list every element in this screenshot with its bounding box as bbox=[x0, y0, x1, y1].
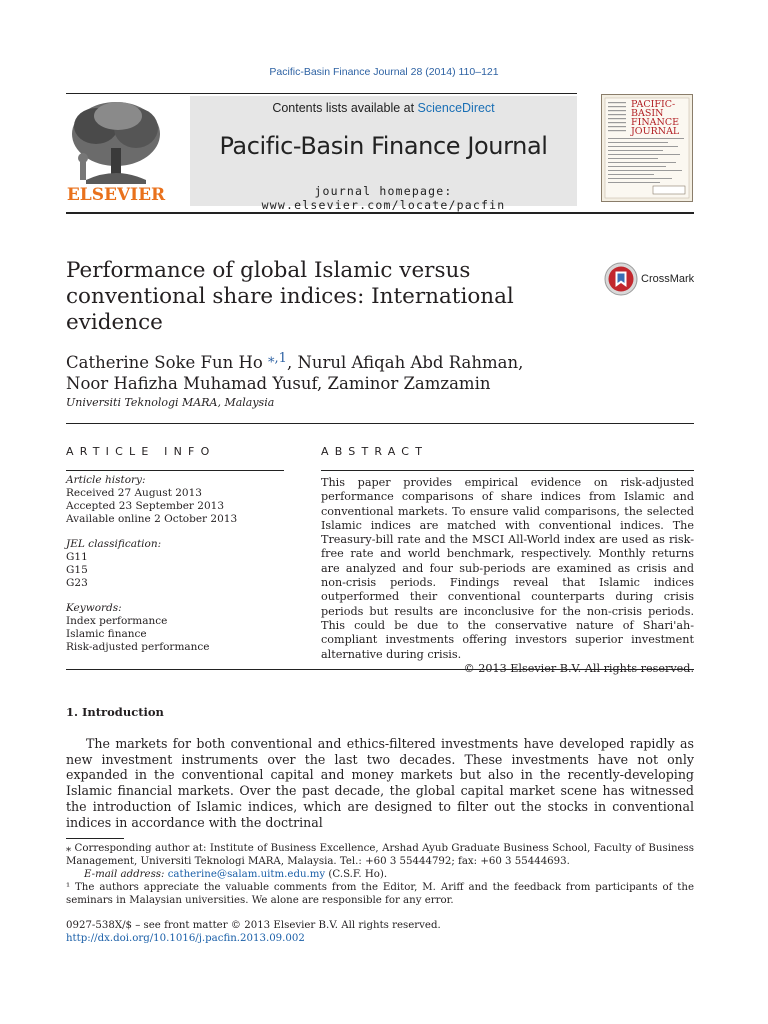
footnote-corresponding: ⁎ Corresponding author at: Institute of Business Excellence, Arshad Ayub Graduate Business School, Faculty of Business Management, Universiti Teknologi MARA, Malaysia. Tel.: +60 3 55444792; fax: +60 3 55444693. bbox=[66, 843, 694, 867]
email-suffix: (C.S.F. Ho). bbox=[325, 869, 388, 880]
contents-prefix: Contents lists available at bbox=[272, 101, 418, 115]
author-list bbox=[66, 348, 586, 394]
author-line-2: Noor Hafizha Muhamad Yusuf, Zaminor Zamzamin bbox=[66, 374, 491, 393]
abstract-body bbox=[321, 476, 694, 676]
article-info bbox=[66, 474, 286, 666]
jel-code: G23 bbox=[66, 577, 88, 589]
history-label: Article history: bbox=[66, 474, 146, 486]
introduction-heading: 1. Introduction bbox=[66, 705, 164, 719]
history-online: Available online 2 October 2013 bbox=[66, 513, 238, 525]
email-link[interactable]: catherine@salam.uitm.edu.my bbox=[167, 869, 326, 880]
issn-block bbox=[66, 919, 441, 945]
crossmark-badge[interactable] bbox=[604, 262, 704, 296]
divider-abstract-end bbox=[66, 669, 694, 670]
abstract-copyright: © 2013 Elsevier B.V. All rights reserved. bbox=[463, 661, 694, 675]
journal-homepage[interactable]: journal homepage: www.elsevier.com/locate/pacfin bbox=[261, 184, 506, 212]
email-label: E-mail address: bbox=[84, 869, 168, 880]
article-info-heading: ARTICLE INFO bbox=[66, 445, 216, 458]
author-line-1a: Catherine Soke Fun Ho bbox=[66, 353, 269, 372]
header-bottom-rule bbox=[66, 212, 694, 214]
sciencedirect-link[interactable]: ScienceDirect bbox=[417, 101, 495, 115]
history-received: Received 27 August 2013 bbox=[66, 487, 202, 499]
cover-title-line-1: PACIFIC- bbox=[631, 99, 676, 110]
article-history bbox=[66, 474, 286, 526]
keyword: Islamic finance bbox=[66, 628, 147, 640]
keywords-label: Keywords: bbox=[66, 602, 122, 614]
cover-title-line-4: JOURNAL bbox=[631, 126, 680, 137]
keyword: Risk-adjusted performance bbox=[66, 641, 210, 653]
keyword: Index performance bbox=[66, 615, 168, 627]
jel-label: JEL classification: bbox=[66, 538, 162, 550]
divider-article-info bbox=[66, 470, 284, 471]
introduction-text: The markets for both conventional and ethics-filtered investments have developed rapidly as new investment instruments over the last two decades. These investments have not only expanded in the conventional capital and money markets but also in the recently-developing Islamic financial markets. Over the past decade, the global capital market scene has witnessed the introduction of Islamic indices, which are designed to filter out the stocks in conventional indices in accordance with the doctrinal bbox=[66, 736, 694, 830]
elsevier-tree-icon bbox=[66, 96, 166, 204]
affiliation: Universiti Teknologi MARA, Malaysia bbox=[66, 396, 275, 409]
divider-affiliation bbox=[66, 423, 694, 424]
doi-link[interactable]: http://dx.doi.org/10.1016/j.pacfin.2013.09.002 bbox=[66, 933, 305, 944]
footnote-1: ¹ The authors appreciate the valuable comments from the Editor, M. Ariff and the feedback from participants of the seminars in Malaysian universities. We alone are responsible for any error. bbox=[66, 882, 694, 906]
divider-abstract bbox=[321, 470, 694, 471]
abstract-heading: ABSTRACT bbox=[321, 445, 429, 458]
footnote-rule bbox=[66, 838, 124, 839]
abstract-text: This paper provides empirical evidence on risk-adjusted performance comparisons of share indices from Islamic and conventional markets. To ensure valid comparisons, the selected Islamic indices are matched with conventional indices. The Treasury-bill rate and the MSCI All-World index are used as risk-free rate and world benchmark, respectively. Monthly returns are analyzed and four sub-periods are examined as crisis and non-crisis periods. Findings reveal that Islamic indices outperformed their conventional counterparts during crisis periods but results are inconclusive for the non-crisis periods. This could be due to the conservative nature of Shari'ah-compliant investments offering investors superior investment alternative during crisis. bbox=[321, 476, 694, 661]
history-accepted: Accepted 23 September 2013 bbox=[66, 500, 225, 512]
cover-title-line-2: BASIN bbox=[631, 108, 664, 119]
article-title: Performance of global Islamic versus conventional share indices: International evidence bbox=[66, 258, 514, 335]
crossmark-label: CrossMark bbox=[641, 273, 695, 285]
contents-availability bbox=[190, 101, 577, 115]
journal-citation[interactable]: Pacific-Basin Finance Journal 28 (2014) 110–121 bbox=[269, 66, 499, 78]
journal-title: Pacific-Basin Finance Journal bbox=[219, 132, 548, 160]
journal-cover-icon bbox=[601, 94, 693, 202]
footnote-email bbox=[66, 868, 694, 881]
footnotes bbox=[66, 842, 694, 907]
jel-code: G15 bbox=[66, 564, 88, 576]
corresponding-author-mark[interactable]: ⁎,1 bbox=[268, 351, 287, 366]
author-line-1b: , Nurul Afiqah Abd Rahman, bbox=[286, 353, 524, 372]
issn-line: 0927-538X/$ – see front matter © 2013 Elsevier B.V. All rights reserved. bbox=[66, 920, 441, 931]
header-top-rule bbox=[66, 93, 577, 94]
crossmark-icon bbox=[604, 262, 638, 296]
jel-code: G11 bbox=[66, 551, 88, 563]
keywords bbox=[66, 602, 286, 654]
jel-classification bbox=[66, 538, 286, 590]
cover-title-line-3: FINANCE bbox=[631, 117, 680, 128]
elsevier-wordmark: ELSEVIER bbox=[66, 185, 166, 204]
